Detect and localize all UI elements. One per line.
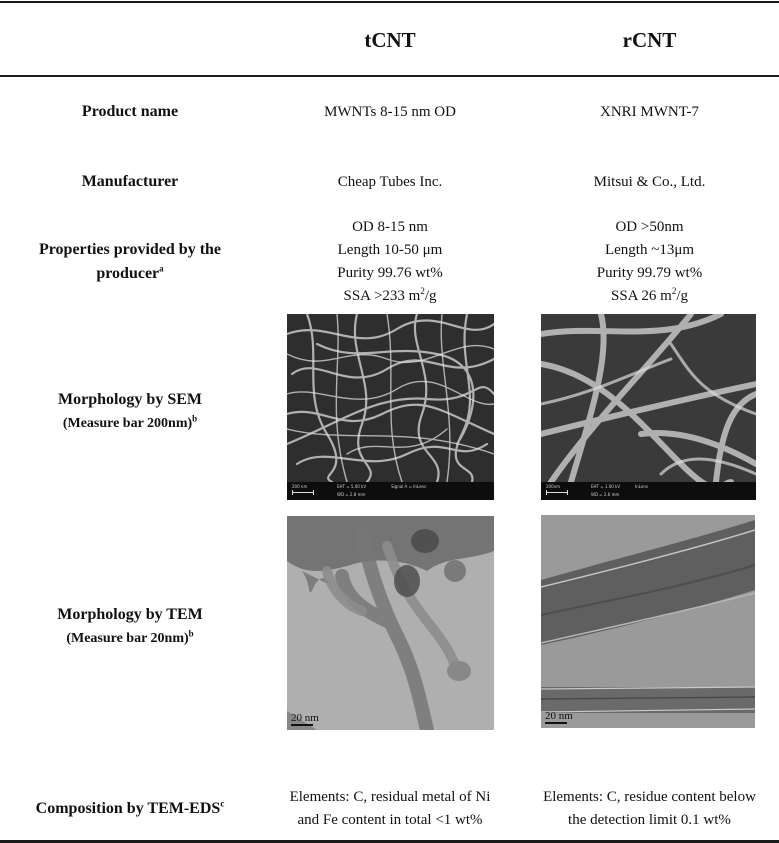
footnote-b: b xyxy=(188,628,194,639)
rcnt-od: OD >50nm xyxy=(615,219,684,235)
rcnt-composition: Elements: C, residue content below the detection limit 0.1 wt% xyxy=(543,789,756,828)
sem-wd: WD = 2.8 mm xyxy=(337,492,366,497)
properties-label-line1: Properties provided by the xyxy=(38,241,222,258)
rcnt-product-name: XNRI MWNT-7 xyxy=(599,104,700,120)
row-label-product-name: Product name xyxy=(81,103,179,120)
footnote-c: c xyxy=(220,798,225,809)
sem-databar-tcnt xyxy=(287,482,494,500)
footnote-a: a xyxy=(159,263,164,274)
tem-label: Morphology by TEM xyxy=(57,606,203,623)
straight-tube-walls-graphic xyxy=(541,515,755,728)
sem-wd: WD = 2.6 mm xyxy=(591,492,620,497)
column-header-rcnt: rCNT xyxy=(622,28,677,52)
sem-databar-rcnt xyxy=(541,482,756,500)
tcnt-length: Length 10-50 μm xyxy=(337,242,443,258)
tem-scale-bar-rcnt: 20 nm xyxy=(545,710,573,722)
scale-bar xyxy=(292,492,314,493)
table-header-rule xyxy=(0,75,779,77)
row-label-properties xyxy=(0,238,260,286)
sem-signal: Signal A = InLens xyxy=(391,484,427,489)
sem-label: Morphology by SEM xyxy=(57,391,202,408)
sem-eht: EHT = 1.00 kV xyxy=(591,484,621,489)
row-label-tem xyxy=(0,603,260,651)
tcnt-manufacturer: Cheap Tubes Inc. xyxy=(337,174,443,190)
properties-label-line2: producer$^a$ xyxy=(96,263,164,282)
tem-micrograph-rcnt xyxy=(541,515,755,728)
row-label-manufacturer: Manufacturer xyxy=(81,173,179,190)
tcnt-od: OD 8-15 nm xyxy=(352,219,428,235)
row-label-composition: Composition by TEM-EDS$^c$ xyxy=(35,798,225,817)
tcnt-composition: Elements: C, residual metal of Ni and Fe content in total <1 wt% xyxy=(289,789,491,828)
tem-scale-bar-tcnt: 20 nm xyxy=(291,712,319,724)
tubular-aggregate-graphic xyxy=(287,516,494,730)
sem-signal: InLens xyxy=(635,484,648,489)
sem-micrograph-tcnt xyxy=(287,314,494,500)
tem-micrograph-tcnt xyxy=(287,516,494,730)
tangled-nanotubes-graphic xyxy=(287,314,494,482)
rcnt-properties xyxy=(520,216,779,308)
scale-bar xyxy=(546,492,568,493)
tcnt-product-name: MWNTs 8-15 nm OD xyxy=(324,104,456,120)
sem-micrograph-rcnt xyxy=(541,314,756,500)
rcnt-purity: Purity 99.79 wt% xyxy=(596,265,703,281)
rcnt-manufacturer: Mitsui & Co., Ltd. xyxy=(593,174,706,190)
footnote-b: b xyxy=(192,413,198,424)
tcnt-properties xyxy=(270,216,510,308)
table-top-rule xyxy=(0,1,779,3)
rcnt-length: Length ~13μm xyxy=(604,242,695,258)
straight-nanotubes-graphic xyxy=(541,314,756,482)
tem-sublabel: (Measure bar 20nm)$^b$ xyxy=(66,628,194,646)
sem-scale-label: 200nm xyxy=(546,484,561,489)
sem-sublabel: (Measure bar 200nm)$^b$ xyxy=(62,413,198,431)
tcnt-ssa: SSA >233 $m^2/g$ xyxy=(343,286,437,304)
tcnt-purity: Purity 99.76 wt% xyxy=(337,265,443,281)
rcnt-ssa: SSA 26 $m^2/g$ xyxy=(610,286,689,304)
column-header-tcnt: tCNT xyxy=(364,28,416,52)
sem-scale-label: 200 nm xyxy=(292,484,308,489)
row-label-sem xyxy=(0,388,260,436)
sem-eht: EHT = 5.00 kV xyxy=(337,484,367,489)
